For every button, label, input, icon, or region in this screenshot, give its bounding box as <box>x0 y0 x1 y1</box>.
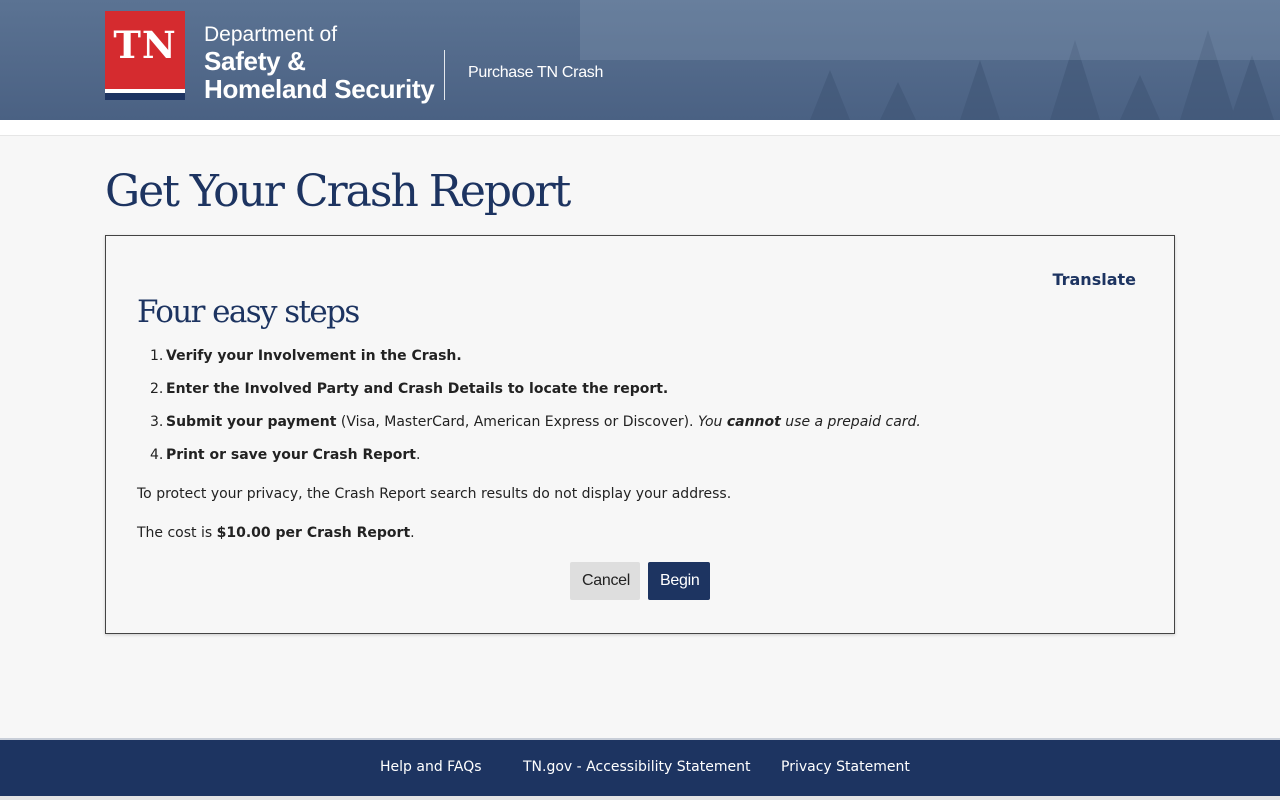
footer-bottom-strip <box>0 796 1280 800</box>
cost-prefix: The cost is <box>137 525 217 541</box>
step-number: 1. <box>150 348 164 364</box>
step-bold-text: Enter the Involved Party and Crash Details to locate the report. <box>166 381 669 397</box>
step-number: 3. <box>150 414 164 430</box>
help-faqs-link[interactable]: Help and FAQs <box>380 759 482 775</box>
header-divider <box>444 50 445 100</box>
list-item <box>150 346 921 379</box>
logo-text: TN <box>113 23 177 67</box>
step-italic-pre: You <box>697 414 727 430</box>
privacy-statement-link[interactable]: Privacy Statement <box>781 759 910 775</box>
steps-title: Four easy steps <box>137 294 359 330</box>
department-name <box>204 24 434 104</box>
step-italic-bold: cannot <box>726 414 781 430</box>
cancel-button[interactable]: Cancel <box>570 562 640 600</box>
purchase-tn-crash-link[interactable]: Purchase TN Crash <box>468 64 604 81</box>
list-item <box>150 412 921 445</box>
forest-background-image <box>580 0 1280 120</box>
step-bold-text: Submit your payment <box>166 414 337 430</box>
step-text: . <box>415 447 421 463</box>
page-title: Get Your Crash Report <box>105 166 570 217</box>
step-bold-text: Print or save your Crash Report <box>166 447 416 463</box>
privacy-text: To protect your privacy, the Crash Report search results do not display your address. <box>137 486 732 502</box>
cost-amount: $10.00 per Crash Report <box>216 525 411 541</box>
list-item <box>150 379 921 412</box>
list-item <box>150 445 921 478</box>
department-line3: Homeland Security <box>204 74 435 104</box>
site-header <box>0 0 1280 120</box>
logo-stripe-blue <box>105 93 185 100</box>
step-italic-post: use a prepaid card. <box>780 414 921 430</box>
department-line1: Department of <box>204 23 338 46</box>
accessibility-statement-link[interactable]: TN.gov - Accessibility Statement <box>523 759 751 775</box>
cost-text <box>137 523 415 543</box>
step-bold-text: Verify your Involvement in the Crash. <box>166 348 462 364</box>
step-number: 2. <box>150 381 164 397</box>
step-number: 4. <box>150 447 164 463</box>
steps-list <box>150 346 921 478</box>
crash-report-card <box>105 235 1175 634</box>
site-footer <box>0 738 1280 796</box>
begin-button[interactable]: Begin <box>648 562 710 600</box>
step-text: (Visa, MasterCard, American Express or Discover). <box>336 414 698 430</box>
tn-logo[interactable] <box>105 11 185 100</box>
cost-suffix: . <box>410 525 415 541</box>
translate-link[interactable]: Translate <box>1052 270 1136 289</box>
header-sub-strip <box>0 120 1280 136</box>
department-line2: Safety & <box>204 46 306 76</box>
